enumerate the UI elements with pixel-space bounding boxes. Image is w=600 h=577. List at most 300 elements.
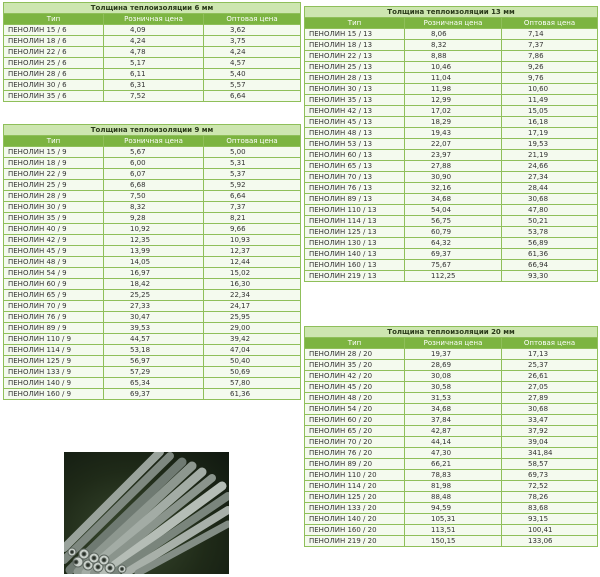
cell-type: ПЕНОЛИН 60 / 13 — [305, 150, 405, 161]
cell-retail-price: 34,68 — [405, 194, 502, 205]
col-header-wholesale: Оптовая цена — [204, 14, 301, 25]
table-row — [305, 360, 598, 371]
cell-type: ПЕНОЛИН 219 / 20 — [305, 536, 405, 547]
cell-type: ПЕНОЛИН 160 / 9 — [4, 389, 104, 400]
table-row — [305, 95, 598, 106]
cell-type: ПЕНОЛИН 28 / 13 — [305, 73, 405, 84]
cell-retail-price: 8,32 — [104, 202, 204, 213]
cell-wholesale-price: 93,15 — [502, 514, 598, 525]
col-header-type: Тип — [305, 18, 405, 29]
cell-type: ПЕНОЛИН 28 / 20 — [305, 349, 405, 360]
table-row — [4, 158, 301, 169]
table-row — [305, 415, 598, 426]
table-row — [305, 40, 598, 51]
cell-wholesale-price: 61,36 — [204, 389, 301, 400]
cell-retail-price: 4,24 — [104, 36, 204, 47]
cell-type: ПЕНОЛИН 54 / 9 — [4, 268, 104, 279]
cell-retail-price: 64,32 — [405, 238, 502, 249]
cell-retail-price: 66,21 — [405, 459, 502, 470]
table-row — [305, 437, 598, 448]
cell-wholesale-price: 133,06 — [502, 536, 598, 547]
tubes-drawing — [64, 452, 229, 574]
cell-wholesale-price: 50,21 — [502, 216, 598, 227]
cell-retail-price: 10,92 — [104, 224, 204, 235]
cell-retail-price: 6,00 — [104, 158, 204, 169]
table-row — [4, 268, 301, 279]
cell-retail-price: 19,37 — [405, 349, 502, 360]
table-row — [305, 514, 598, 525]
cell-type: ПЕНОЛИН 48 / 9 — [4, 257, 104, 268]
cell-type: ПЕНОЛИН 70 / 13 — [305, 172, 405, 183]
table-title: Толщина теплоизоляции 6 мм — [4, 3, 301, 14]
table-row — [4, 36, 301, 47]
table-row — [4, 191, 301, 202]
cell-retail-price: 7,50 — [104, 191, 204, 202]
cell-type: ПЕНОЛИН 70 / 20 — [305, 437, 405, 448]
cell-wholesale-price: 27,05 — [502, 382, 598, 393]
cell-retail-price: 30,47 — [104, 312, 204, 323]
cell-wholesale-price: 10,93 — [204, 235, 301, 246]
cell-retail-price: 14,05 — [104, 257, 204, 268]
cell-wholesale-price: 50,40 — [204, 356, 301, 367]
cell-retail-price: 113,51 — [405, 525, 502, 536]
cell-wholesale-price: 6,64 — [204, 91, 301, 102]
cell-wholesale-price: 57,80 — [204, 378, 301, 389]
cell-type: ПЕНОЛИН 140 / 13 — [305, 249, 405, 260]
cell-type: ПЕНОЛИН 48 / 20 — [305, 393, 405, 404]
table-row — [305, 73, 598, 84]
table-row — [4, 58, 301, 69]
cell-retail-price: 60,79 — [405, 227, 502, 238]
cell-retail-price: 53,18 — [104, 345, 204, 356]
cell-type: ПЕНОЛИН 89 / 9 — [4, 323, 104, 334]
price-table-13mm — [304, 6, 598, 282]
table-title: Толщина теплоизоляции 13 мм — [305, 7, 598, 18]
cell-type: ПЕНОЛИН 45 / 9 — [4, 246, 104, 257]
cell-retail-price: 34,68 — [405, 404, 502, 415]
table-row — [305, 62, 598, 73]
table-row — [4, 80, 301, 91]
cell-wholesale-price: 47,80 — [502, 205, 598, 216]
cell-wholesale-price: 3,62 — [204, 25, 301, 36]
cell-type: ПЕНОЛИН 35 / 6 — [4, 91, 104, 102]
col-header-retail: Розничная цена — [405, 18, 502, 29]
cell-wholesale-price: 25,95 — [204, 312, 301, 323]
cell-retail-price: 11,98 — [405, 84, 502, 95]
cell-retail-price: 69,37 — [405, 249, 502, 260]
table-row — [4, 257, 301, 268]
cell-wholesale-price: 27,34 — [502, 172, 598, 183]
cell-wholesale-price: 37,92 — [502, 426, 598, 437]
table-row — [4, 301, 301, 312]
cell-wholesale-price: 47,04 — [204, 345, 301, 356]
cell-wholesale-price: 39,04 — [502, 437, 598, 448]
table-row — [4, 334, 301, 345]
cell-retail-price: 32,16 — [405, 183, 502, 194]
cell-retail-price: 19,43 — [405, 128, 502, 139]
table-row — [305, 194, 598, 205]
cell-wholesale-price: 16,18 — [502, 117, 598, 128]
cell-type: ПЕНОЛИН 60 / 20 — [305, 415, 405, 426]
cell-retail-price: 39,53 — [104, 323, 204, 334]
cell-retail-price: 12,35 — [104, 235, 204, 246]
cell-retail-price: 5,67 — [104, 147, 204, 158]
cell-type: ПЕНОЛИН 89 / 13 — [305, 194, 405, 205]
cell-wholesale-price: 4,57 — [204, 58, 301, 69]
cell-wholesale-price: 12,37 — [204, 246, 301, 257]
cell-retail-price: 88,48 — [405, 492, 502, 503]
cell-wholesale-price: 28,44 — [502, 183, 598, 194]
cell-wholesale-price: 5,92 — [204, 180, 301, 191]
col-header-wholesale: Оптовая цена — [204, 136, 301, 147]
cell-retail-price: 31,53 — [405, 393, 502, 404]
cell-wholesale-price: 24,66 — [502, 161, 598, 172]
cell-retail-price: 8,88 — [405, 51, 502, 62]
cell-wholesale-price: 9,76 — [502, 73, 598, 84]
cell-type: ПЕНОЛИН 125 / 9 — [4, 356, 104, 367]
cell-type: ПЕНОЛИН 18 / 9 — [4, 158, 104, 169]
cell-retail-price: 44,14 — [405, 437, 502, 448]
cell-type: ПЕНОЛИН 114 / 20 — [305, 481, 405, 492]
cell-type: ПЕНОЛИН 110 / 9 — [4, 334, 104, 345]
cell-type: ПЕНОЛИН 76 / 13 — [305, 183, 405, 194]
cell-retail-price: 150,15 — [405, 536, 502, 547]
table-row — [305, 249, 598, 260]
cell-type: ПЕНОЛИН 28 / 9 — [4, 191, 104, 202]
table-row — [305, 426, 598, 437]
col-header-retail: Розничная цена — [405, 338, 502, 349]
cell-retail-price: 12,99 — [405, 95, 502, 106]
col-header-wholesale: Оптовая цена — [502, 18, 598, 29]
cell-wholesale-price: 56,89 — [502, 238, 598, 249]
table-row — [305, 84, 598, 95]
cell-type: ПЕНОЛИН 48 / 13 — [305, 128, 405, 139]
table-row — [305, 29, 598, 40]
cell-type: ПЕНОЛИН 140 / 9 — [4, 378, 104, 389]
cell-type: ПЕНОЛИН 133 / 20 — [305, 503, 405, 514]
cell-wholesale-price: 53,78 — [502, 227, 598, 238]
table-row — [4, 180, 301, 191]
cell-retail-price: 30,90 — [405, 172, 502, 183]
table-row — [4, 202, 301, 213]
table-row — [4, 323, 301, 334]
table-row — [305, 382, 598, 393]
cell-wholesale-price: 15,05 — [502, 106, 598, 117]
cell-wholesale-price: 5,40 — [204, 69, 301, 80]
cell-type: ПЕНОЛИН 160 / 13 — [305, 260, 405, 271]
table-row — [305, 128, 598, 139]
cell-wholesale-price: 5,37 — [204, 169, 301, 180]
cell-wholesale-price: 61,36 — [502, 249, 598, 260]
cell-type: ПЕНОЛИН 70 / 9 — [4, 301, 104, 312]
cell-wholesale-price: 6,64 — [204, 191, 301, 202]
cell-type: ПЕНОЛИН 25 / 13 — [305, 62, 405, 73]
cell-wholesale-price: 9,66 — [204, 224, 301, 235]
cell-retail-price: 30,08 — [405, 371, 502, 382]
cell-type: ПЕНОЛИН 30 / 6 — [4, 80, 104, 91]
table-row — [305, 393, 598, 404]
table-title: Толщина теплоизоляции 9 мм — [4, 125, 301, 136]
cell-retail-price: 5,17 — [104, 58, 204, 69]
cell-type: ПЕНОЛИН 110 / 20 — [305, 470, 405, 481]
cell-type: ПЕНОЛИН 22 / 6 — [4, 47, 104, 58]
cell-type: ПЕНОЛИН 114 / 9 — [4, 345, 104, 356]
cell-retail-price: 8,32 — [405, 40, 502, 51]
cell-wholesale-price: 8,21 — [204, 213, 301, 224]
price-table-20mm — [304, 326, 598, 547]
table-row — [4, 246, 301, 257]
table-row — [305, 481, 598, 492]
cell-type: ПЕНОЛИН 42 / 20 — [305, 371, 405, 382]
cell-retail-price: 4,78 — [104, 47, 204, 58]
table-row — [4, 345, 301, 356]
cell-type: ПЕНОЛИН 15 / 6 — [4, 25, 104, 36]
table-row — [305, 161, 598, 172]
cell-type: ПЕНОЛИН 89 / 20 — [305, 459, 405, 470]
cell-retail-price: 18,29 — [405, 117, 502, 128]
cell-type: ПЕНОЛИН 65 / 20 — [305, 426, 405, 437]
cell-wholesale-price: 7,14 — [502, 29, 598, 40]
cell-retail-price: 18,42 — [104, 279, 204, 290]
table-row — [305, 260, 598, 271]
cell-type: ПЕНОЛИН 125 / 13 — [305, 227, 405, 238]
cell-type: ПЕНОЛИН 60 / 9 — [4, 279, 104, 290]
cell-wholesale-price: 93,30 — [502, 271, 598, 282]
cell-wholesale-price: 30,68 — [502, 404, 598, 415]
cell-type: ПЕНОЛИН 130 / 13 — [305, 238, 405, 249]
table-row — [4, 389, 301, 400]
cell-wholesale-price: 4,24 — [204, 47, 301, 58]
col-header-retail: Розничная цена — [104, 14, 204, 25]
cell-type: ПЕНОЛИН 40 / 9 — [4, 224, 104, 235]
cell-retail-price: 7,52 — [104, 91, 204, 102]
cell-wholesale-price: 69,73 — [502, 470, 598, 481]
table-row — [4, 235, 301, 246]
cell-type: ПЕНОЛИН 53 / 13 — [305, 139, 405, 150]
cell-wholesale-price: 16,30 — [204, 279, 301, 290]
table-row — [305, 525, 598, 536]
table-row — [305, 470, 598, 481]
cell-retail-price: 69,37 — [104, 389, 204, 400]
cell-retail-price: 42,87 — [405, 426, 502, 437]
table-row — [4, 91, 301, 102]
cell-wholesale-price: 21,19 — [502, 150, 598, 161]
cell-retail-price: 6,68 — [104, 180, 204, 191]
cell-retail-price: 9,28 — [104, 213, 204, 224]
table-row — [305, 227, 598, 238]
cell-wholesale-price: 12,44 — [204, 257, 301, 268]
table-row — [305, 349, 598, 360]
cell-type: ПЕНОЛИН 42 / 9 — [4, 235, 104, 246]
cell-type: ПЕНОЛИН 25 / 9 — [4, 180, 104, 191]
col-header-type: Тип — [4, 136, 104, 147]
cell-retail-price: 27,88 — [405, 161, 502, 172]
cell-retail-price: 105,31 — [405, 514, 502, 525]
cell-retail-price: 30,58 — [405, 382, 502, 393]
cell-wholesale-price: 17,13 — [502, 349, 598, 360]
cell-type: ПЕНОЛИН 15 / 13 — [305, 29, 405, 40]
cell-wholesale-price: 7,37 — [502, 40, 598, 51]
cell-retail-price: 28,69 — [405, 360, 502, 371]
cell-retail-price: 37,84 — [405, 415, 502, 426]
cell-type: ПЕНОЛИН 22 / 9 — [4, 169, 104, 180]
cell-retail-price: 112,25 — [405, 271, 502, 282]
table-row — [4, 169, 301, 180]
table-row — [305, 536, 598, 547]
cell-type: ПЕНОЛИН 65 / 9 — [4, 290, 104, 301]
cell-type: ПЕНОЛИН 18 / 13 — [305, 40, 405, 51]
table-row — [305, 117, 598, 128]
cell-type: ПЕНОЛИН 140 / 20 — [305, 514, 405, 525]
table-row — [4, 279, 301, 290]
cell-retail-price: 27,33 — [104, 301, 204, 312]
cell-wholesale-price: 24,17 — [204, 301, 301, 312]
table-row — [4, 213, 301, 224]
cell-wholesale-price: 50,69 — [204, 367, 301, 378]
cell-type: ПЕНОЛИН 45 / 13 — [305, 117, 405, 128]
cell-wholesale-price: 10,60 — [502, 84, 598, 95]
cell-wholesale-price: 5,00 — [204, 147, 301, 158]
price-table-6mm — [3, 2, 301, 102]
cell-wholesale-price: 83,68 — [502, 503, 598, 514]
table-row — [305, 238, 598, 249]
cell-wholesale-price: 66,94 — [502, 260, 598, 271]
table-row — [305, 216, 598, 227]
cell-retail-price: 6,11 — [104, 69, 204, 80]
cell-wholesale-price: 26,61 — [502, 371, 598, 382]
table-row — [305, 492, 598, 503]
cell-retail-price: 11,04 — [405, 73, 502, 84]
cell-type: ПЕНОЛИН 35 / 20 — [305, 360, 405, 371]
table-row — [4, 312, 301, 323]
table-row — [305, 371, 598, 382]
cell-retail-price: 13,99 — [104, 246, 204, 257]
col-header-retail: Розничная цена — [104, 136, 204, 147]
price-table-9mm — [3, 124, 301, 400]
cell-wholesale-price: 72,52 — [502, 481, 598, 492]
table-row — [305, 503, 598, 514]
cell-retail-price: 8,06 — [405, 29, 502, 40]
cell-retail-price: 56,97 — [104, 356, 204, 367]
cell-type: ПЕНОЛИН 45 / 20 — [305, 382, 405, 393]
cell-retail-price: 47,30 — [405, 448, 502, 459]
cell-retail-price: 23,97 — [405, 150, 502, 161]
cell-type: ПЕНОЛИН 54 / 20 — [305, 404, 405, 415]
cell-retail-price: 81,98 — [405, 481, 502, 492]
cell-wholesale-price: 58,57 — [502, 459, 598, 470]
cell-type: ПЕНОЛИН 35 / 9 — [4, 213, 104, 224]
table-row — [4, 367, 301, 378]
cell-wholesale-price: 25,37 — [502, 360, 598, 371]
table-row — [305, 150, 598, 161]
cell-wholesale-price: 39,42 — [204, 334, 301, 345]
cell-wholesale-price: 5,57 — [204, 80, 301, 91]
table-row — [4, 290, 301, 301]
cell-type: ПЕНОЛИН 76 / 20 — [305, 448, 405, 459]
table-row — [305, 448, 598, 459]
cell-wholesale-price: 78,26 — [502, 492, 598, 503]
cell-retail-price: 25,25 — [104, 290, 204, 301]
cell-wholesale-price: 7,37 — [204, 202, 301, 213]
cell-type: ПЕНОЛИН 114 / 13 — [305, 216, 405, 227]
table-row — [4, 47, 301, 58]
cell-wholesale-price: 15,02 — [204, 268, 301, 279]
cell-retail-price: 65,34 — [104, 378, 204, 389]
col-header-type: Тип — [4, 14, 104, 25]
cell-retail-price: 10,46 — [405, 62, 502, 73]
cell-wholesale-price: 22,34 — [204, 290, 301, 301]
cell-type: ПЕНОЛИН 30 / 9 — [4, 202, 104, 213]
cell-type: ПЕНОЛИН 133 / 9 — [4, 367, 104, 378]
cell-type: ПЕНОЛИН 110 / 13 — [305, 205, 405, 216]
cell-wholesale-price: 5,31 — [204, 158, 301, 169]
cell-retail-price: 17,02 — [405, 106, 502, 117]
cell-retail-price: 94,59 — [405, 503, 502, 514]
cell-wholesale-price: 29,00 — [204, 323, 301, 334]
cell-retail-price: 22,07 — [405, 139, 502, 150]
col-header-type: Тип — [305, 338, 405, 349]
cell-type: ПЕНОЛИН 15 / 9 — [4, 147, 104, 158]
cell-type: ПЕНОЛИН 65 / 13 — [305, 161, 405, 172]
cell-retail-price: 54,04 — [405, 205, 502, 216]
table-row — [305, 404, 598, 415]
cell-retail-price: 78,83 — [405, 470, 502, 481]
cell-type: ПЕНОЛИН 22 / 13 — [305, 51, 405, 62]
cell-wholesale-price: 27,89 — [502, 393, 598, 404]
cell-retail-price: 75,67 — [405, 260, 502, 271]
table-row — [305, 51, 598, 62]
cell-retail-price: 56,75 — [405, 216, 502, 227]
cell-retail-price: 44,57 — [104, 334, 204, 345]
cell-retail-price: 6,31 — [104, 80, 204, 91]
table-row — [305, 139, 598, 150]
foam-insulation-tubes-photo — [64, 452, 229, 574]
cell-type: ПЕНОЛИН 42 / 13 — [305, 106, 405, 117]
cell-type: ПЕНОЛИН 28 / 6 — [4, 69, 104, 80]
cell-wholesale-price: 100,41 — [502, 525, 598, 536]
table-row — [4, 356, 301, 367]
cell-type: ПЕНОЛИН 125 / 20 — [305, 492, 405, 503]
table-row — [305, 183, 598, 194]
cell-wholesale-price: 7,86 — [502, 51, 598, 62]
table-title: Толщина теплоизоляции 20 мм — [305, 327, 598, 338]
cell-retail-price: 6,07 — [104, 169, 204, 180]
cell-retail-price: 16,97 — [104, 268, 204, 279]
cell-wholesale-price: 3,75 — [204, 36, 301, 47]
table-row — [305, 205, 598, 216]
table-row — [4, 378, 301, 389]
table-row — [305, 172, 598, 183]
cell-wholesale-price: 341,84 — [502, 448, 598, 459]
table-row — [4, 147, 301, 158]
cell-type: ПЕНОЛИН 76 / 9 — [4, 312, 104, 323]
cell-type: ПЕНОЛИН 30 / 13 — [305, 84, 405, 95]
table-row — [4, 69, 301, 80]
table-row — [4, 25, 301, 36]
table-row — [305, 106, 598, 117]
cell-wholesale-price: 17,19 — [502, 128, 598, 139]
cell-wholesale-price: 33,47 — [502, 415, 598, 426]
table-row — [4, 224, 301, 235]
cell-type: ПЕНОЛИН 35 / 13 — [305, 95, 405, 106]
cell-retail-price: 4,09 — [104, 25, 204, 36]
col-header-wholesale: Оптовая цена — [502, 338, 598, 349]
cell-type: ПЕНОЛИН 25 / 6 — [4, 58, 104, 69]
table-row — [305, 459, 598, 470]
cell-wholesale-price: 9,26 — [502, 62, 598, 73]
cell-type: ПЕНОЛИН 219 / 13 — [305, 271, 405, 282]
cell-wholesale-price: 30,68 — [502, 194, 598, 205]
